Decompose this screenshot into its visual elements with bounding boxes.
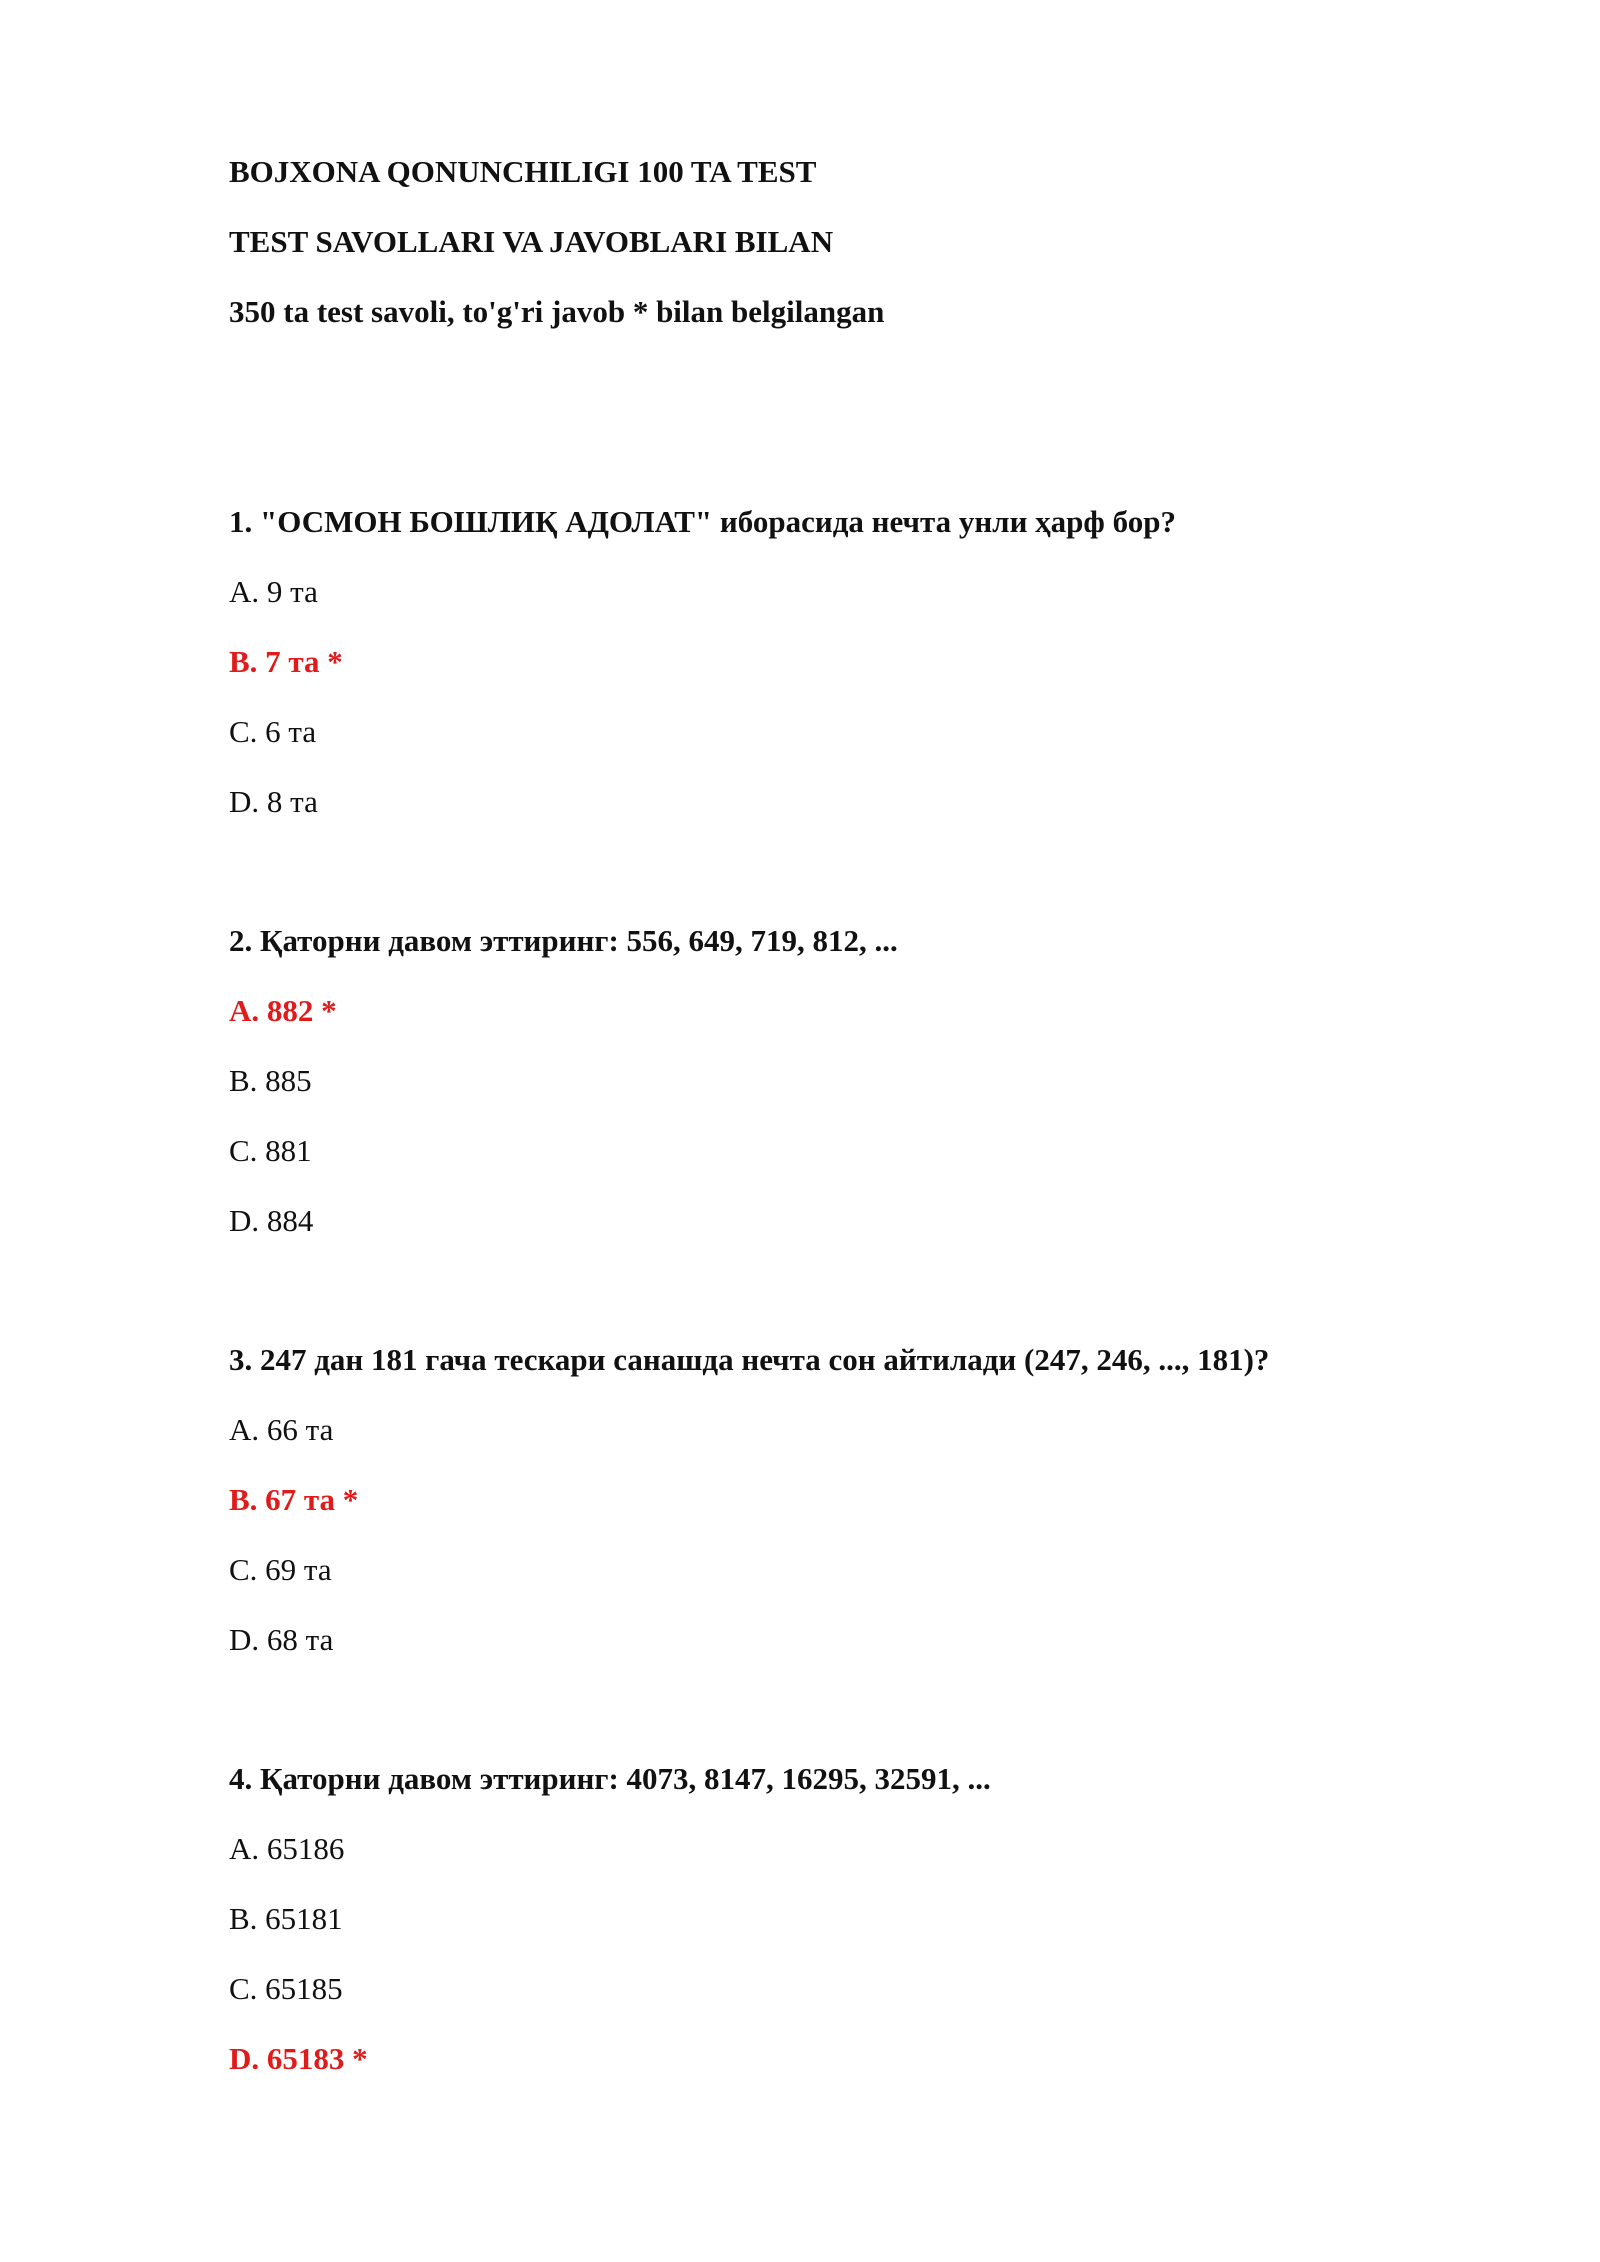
q4-option-b: B. 65181 <box>229 1901 343 1936</box>
q1-option-d: D. 8 та <box>229 784 318 819</box>
q4-option-d: D. 65183 * <box>229 2041 368 2076</box>
q3-option-b: B. 67 та * <box>229 1482 359 1517</box>
question-3: 3. 247 дан 181 гача тескари санашда нечта сон айтилади (247, 246, ..., 181)? <box>229 1342 1270 1377</box>
question-4: 4. Қаторни давом эттиринг: 4073, 8147, 16295, 32591, ... <box>229 1761 991 1796</box>
q1-option-c: C. 6 та <box>229 714 317 749</box>
question-1: 1. "ОСМОН БОШЛИҚ АДОЛАТ" иборасида нечта унли ҳарф бор? <box>229 504 1176 539</box>
q4-option-c: C. 65185 <box>229 1971 343 2006</box>
q3-option-a: A. 66 та <box>229 1412 334 1447</box>
title-line-1: BOJXONA QONUNCHILIGI 100 TA TEST <box>229 154 817 189</box>
q2-option-b: B. 885 <box>229 1063 312 1098</box>
question-2: 2. Қаторни давом эттиринг: 556, 649, 719, 812, ... <box>229 923 898 958</box>
q1-option-a: A. 9 та <box>229 574 318 609</box>
q2-option-a: A. 882 * <box>229 993 337 1028</box>
q3-option-c: C. 69 та <box>229 1552 332 1587</box>
subtitle: 350 ta test savoli, to'g'ri javob * bilan belgilangan <box>229 294 885 329</box>
q1-option-b: B. 7 та * <box>229 644 343 679</box>
title-line-2: TEST SAVOLLARI VA JAVOBLARI BILAN <box>229 224 834 259</box>
q2-option-c: C. 881 <box>229 1133 312 1168</box>
q2-option-d: D. 884 <box>229 1203 314 1238</box>
q4-option-a: A. 65186 <box>229 1831 345 1866</box>
q3-option-d: D. 68 та <box>229 1622 334 1657</box>
